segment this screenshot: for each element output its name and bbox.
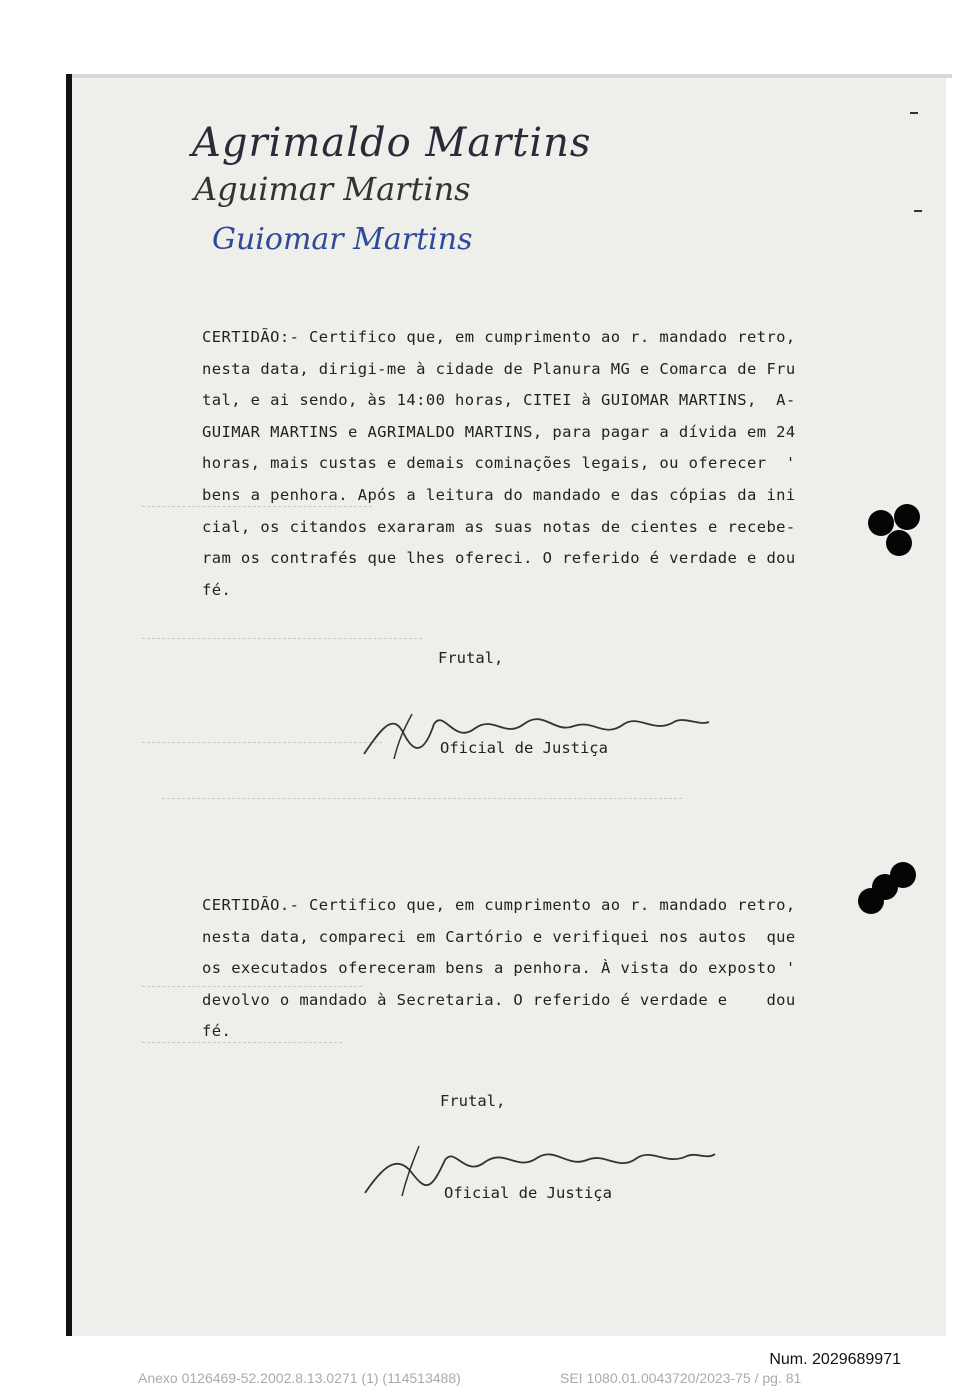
text-line: os executados ofereceram bens a penhora. À vista do exposto ' [202, 959, 796, 978]
certidao-return-paragraph [202, 890, 862, 1048]
document-page [66, 74, 946, 1336]
text-line: CERTIDÃO:- Certifico que, em cumprimento ao r. mandado retro, [202, 328, 796, 346]
city-date-line: Frutal, [438, 649, 504, 667]
text-line: horas, mais custas e demais cominações legais, ou oferecer ' [202, 454, 796, 473]
signature [354, 704, 714, 768]
edge-mark [914, 210, 922, 212]
text-line: ram os contrafés que lhes ofereci. O referido é verdade e dou [202, 549, 796, 568]
text-line: fé. [202, 580, 232, 599]
handwritten-name-1: Agrimaldo Martins [192, 120, 592, 166]
bleed-through-line [142, 638, 422, 639]
bleed-through-line [162, 798, 682, 799]
certidao-citation-paragraph [202, 322, 862, 606]
text-line: GUIMAR MARTINS e AGRIMALDO MARTINS, para pagar a dívida em 24 [202, 422, 796, 441]
text-line: bens a penhora. Após a leitura do mandado e das cópias da ini [202, 485, 796, 504]
text-line: nesta data, dirigi-me à cidade de Planura MG e Comarca de Fru [202, 359, 796, 378]
document-number: Num. 2029689971 [769, 1351, 901, 1368]
officer-title: Oficial de Justiça [444, 1184, 612, 1202]
text-line: nesta data, compareci em Cartório e verifiquei nos autos que [202, 927, 796, 946]
punch-hole [886, 530, 912, 556]
city-date-line: Frutal, [440, 1092, 506, 1110]
text-line: fé. [202, 1022, 232, 1041]
punch-hole [894, 504, 920, 530]
page-top-edge [72, 74, 952, 78]
bleed-through-line [142, 742, 382, 743]
edge-mark [910, 112, 918, 114]
handwritten-name-3: Guiomar Martins [212, 222, 473, 257]
punch-hole [890, 862, 916, 888]
footer-sei-reference: SEI 1080.01.0043720/2023-75 / pg. 81 [560, 1370, 802, 1386]
punch-hole [858, 888, 884, 914]
text-line: tal, e ai sendo, às 14:00 horas, CITEI à GUIOMAR MARTINS, A- [202, 391, 796, 410]
text-line: devolvo o mandado à Secretaria. O referido é verdade e dou [202, 990, 796, 1009]
officer-title: Oficial de Justiça [440, 739, 608, 757]
text-line: CERTIDÃO.- Certifico que, em cumprimento ao r. mandado retro, [202, 896, 796, 914]
text-line: cial, os citandos exararam as suas notas de cientes e recebe- [202, 517, 796, 536]
footer-annex-reference: Anexo 0126469-52.2002.8.13.0271 (1) (114513488) [138, 1370, 461, 1386]
handwritten-name-2: Aguimar Martins [194, 170, 471, 208]
